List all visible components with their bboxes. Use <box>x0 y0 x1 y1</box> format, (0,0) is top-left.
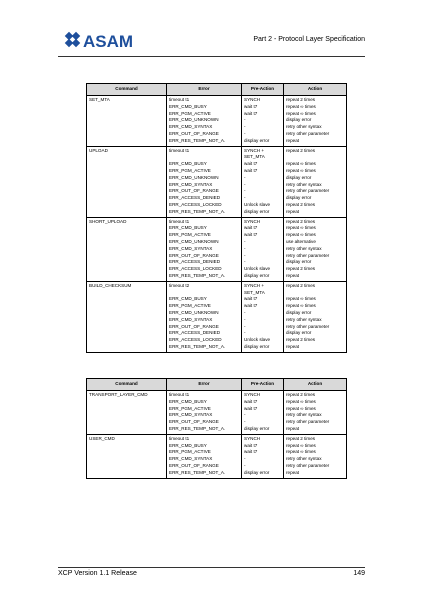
pre-action-line: wait t7 <box>244 398 258 404</box>
error-line: ERR_CMD_BUSY <box>169 442 207 448</box>
error-line: ERR_PGM_ACTIVE <box>169 110 211 116</box>
action-line: retry other parameter <box>286 462 330 468</box>
error-line: ERR_PGM_ACTIVE <box>169 167 211 173</box>
action-line: use alternative <box>286 238 316 244</box>
error-line: ERR_RES_TEMP_NOT_A. <box>169 469 226 475</box>
action-line: repeat 2 times <box>286 218 316 224</box>
pre-action-line: Unlock slave <box>244 266 271 272</box>
table-row <box>87 281 347 352</box>
action-line: retry other syntax <box>286 412 322 418</box>
action-line: retry other parameter <box>286 252 330 258</box>
pre-action-line: SET_MTA <box>244 154 265 160</box>
command-cell: UPLOAD <box>87 146 167 217</box>
action-line: repeat ∞ times <box>286 161 316 167</box>
footer-version: XCP Version 1.1 Release <box>58 570 137 577</box>
pre-action-line: wait t7 <box>244 225 258 231</box>
table-header-row <box>87 84 347 96</box>
action-line: repeat ∞ times <box>286 442 316 448</box>
pre-action-line: - <box>244 456 246 462</box>
pre-action-line: wait t7 <box>244 161 258 167</box>
command-cell: TRANSPORT_LAYER_CMD <box>87 391 167 435</box>
error-line: ERR_RES_TEMP_NOT_A. <box>169 425 226 431</box>
error-line: ERR_CMD_SYNTAX <box>169 456 213 462</box>
action-line: repeat ∞ times <box>286 225 316 231</box>
error-line: ERR_CMD_SYNTAX <box>169 124 213 130</box>
pre-action-line: - <box>244 462 246 468</box>
table-row <box>87 217 347 281</box>
action-line: display error <box>286 309 312 315</box>
action-line: retry other parameter <box>286 188 330 194</box>
column-header: Action <box>284 84 347 96</box>
pre-action-line: SYNCH <box>244 435 261 441</box>
error-line: ERR_PGM_ACTIVE <box>169 449 211 455</box>
error-line: timeout t1 <box>169 435 190 441</box>
pre-action-line: wait t7 <box>244 103 258 109</box>
pre-action-line: SYNCH + <box>244 282 265 288</box>
action-line: repeat 2 times <box>286 266 316 272</box>
error-cell <box>167 281 242 352</box>
error-line: timeout t2 <box>169 282 190 288</box>
table-row <box>87 434 347 478</box>
action-cell <box>284 96 347 147</box>
pre-action-line: wait t7 <box>244 232 258 238</box>
pre-action-cell <box>242 146 284 217</box>
error-cell <box>167 434 242 478</box>
action-line: repeat 2 times <box>286 201 316 207</box>
error-cell <box>167 96 242 147</box>
action-line: repeat 2 times <box>286 282 316 288</box>
pre-action-line: display error <box>244 469 270 475</box>
pre-action-line: - <box>244 181 246 187</box>
action-line: repeat 2 times <box>286 97 316 102</box>
pre-action-line: - <box>244 309 246 315</box>
action-line: repeat ∞ times <box>286 232 316 238</box>
error-line: ERR_CMD_BUSY <box>169 398 207 404</box>
action-line: repeat ∞ times <box>286 449 316 455</box>
error-line: ERR_CMD_SYNTAX <box>169 316 213 322</box>
pre-action-line: - <box>244 245 246 251</box>
action-line: repeat ∞ times <box>286 167 316 173</box>
page-number: 149 <box>353 570 365 577</box>
action-line: repeat ∞ times <box>286 398 316 404</box>
error-line: timeout t1 <box>169 392 190 397</box>
pre-action-line: - <box>244 195 246 201</box>
error-line: ERR_ACCESS_LOCKED <box>169 337 222 343</box>
pre-action-line: - <box>244 252 246 258</box>
action-cell <box>284 391 347 435</box>
action-cell <box>284 217 347 281</box>
pre-action-line: SET_MTA <box>244 289 265 295</box>
error-line: timeout t1 <box>169 97 190 102</box>
action-cell <box>284 434 347 478</box>
pre-action-line: wait t7 <box>244 449 258 455</box>
table-header-row <box>87 379 347 391</box>
table-row <box>87 146 347 217</box>
error-line: ERR_RES_TEMP_NOT_A. <box>169 272 226 278</box>
error-line: ERR_CMD_UNKNOWN <box>169 174 219 180</box>
pre-action-line: - <box>244 259 246 265</box>
svg-text:ASAM: ASAM <box>83 32 134 51</box>
command-cell: SET_MTA <box>87 96 167 147</box>
action-line: repeat <box>286 343 300 349</box>
column-header: Pre-Action <box>242 379 284 391</box>
error-line: ERR_OUT_OF_RANGE <box>169 419 219 425</box>
pre-action-line: - <box>244 419 246 425</box>
action-line: repeat <box>286 425 300 431</box>
pre-action-line: display error <box>244 425 270 431</box>
action-line: repeat <box>286 137 300 143</box>
pre-action-line: display error <box>244 343 270 349</box>
action-line: retry other parameter <box>286 130 330 136</box>
action-line: repeat <box>286 208 300 214</box>
action-line: repeat ∞ times <box>286 110 316 116</box>
pre-action-line: SYNCH <box>244 218 261 224</box>
pre-action-line: wait t7 <box>244 303 258 309</box>
action-cell <box>284 146 347 217</box>
action-line: retry other syntax <box>286 316 322 322</box>
table-row <box>87 96 347 147</box>
action-line: repeat ∞ times <box>286 103 316 109</box>
error-line <box>169 154 239 161</box>
pre-action-line: Unlock slave <box>244 201 271 207</box>
pre-action-line: - <box>244 117 246 123</box>
error-line: ERR_CMD_BUSY <box>169 103 207 109</box>
error-handling-table-2 <box>86 378 347 479</box>
error-line: ERR_OUT_OF_RANGE <box>169 130 219 136</box>
error-line: ERR_CMD_BUSY <box>169 225 207 231</box>
error-line: ERR_OUT_OF_RANGE <box>169 462 219 468</box>
pre-action-line: wait t7 <box>244 405 258 411</box>
action-line <box>286 290 344 297</box>
error-line: ERR_RES_TEMP_NOT_A. <box>169 137 226 143</box>
action-line: display error <box>286 117 312 123</box>
action-line: repeat ∞ times <box>286 303 316 309</box>
pre-action-line: - <box>244 174 246 180</box>
error-line: ERR_ACCESS_LOCKED <box>169 201 222 207</box>
command-cell: SHORT_UPLOAD <box>87 217 167 281</box>
column-header: Action <box>284 379 347 391</box>
pre-action-line: - <box>244 323 246 329</box>
error-line: ERR_PGM_ACTIVE <box>169 303 211 309</box>
error-cell <box>167 217 242 281</box>
error-line: ERR_ACCESS_DENIED <box>169 259 221 265</box>
error-line: ERR_RES_TEMP_NOT_A. <box>169 343 226 349</box>
action-line: display error <box>286 259 312 265</box>
action-line: repeat <box>286 469 300 475</box>
error-line: ERR_ACCESS_DENIED <box>169 195 221 201</box>
error-line: timeout t1 <box>169 218 190 224</box>
pre-action-line: display error <box>244 208 270 214</box>
pre-action-line: SYNCH <box>244 97 261 102</box>
pre-action-line: wait t7 <box>244 110 258 116</box>
action-line: repeat 2 times <box>286 435 316 441</box>
command-cell: USER_CMD <box>87 434 167 478</box>
column-header: Command <box>87 84 167 96</box>
pre-action-cell <box>242 96 284 147</box>
pre-action-line: wait t7 <box>244 167 258 173</box>
error-line: ERR_CMD_UNKNOWN <box>169 117 219 123</box>
pre-action-line: Unlock slave <box>244 337 271 343</box>
pre-action-line: - <box>244 316 246 322</box>
error-line: ERR_CMD_BUSY <box>169 161 207 167</box>
pre-action-line: - <box>244 412 246 418</box>
error-handling-table-1 <box>86 83 347 353</box>
action-line: retry other syntax <box>286 124 322 130</box>
table-row <box>87 391 347 435</box>
action-line <box>286 154 344 161</box>
error-line: ERR_ACCESS_LOCKED <box>169 266 222 272</box>
document-title: Part 2 - Protocol Layer Specification <box>253 36 365 43</box>
column-header: Pre-Action <box>242 84 284 96</box>
action-line: repeat 2 times <box>286 392 316 397</box>
error-line: ERR_CMD_SYNTAX <box>169 412 213 418</box>
pre-action-line: display error <box>244 272 270 278</box>
pre-action-line: display error <box>244 137 270 143</box>
error-line: ERR_RES_TEMP_NOT_A. <box>169 208 226 214</box>
error-line: ERR_CMD_UNKNOWN <box>169 309 219 315</box>
action-line: retry other parameter <box>286 419 330 425</box>
header-divider <box>58 56 365 57</box>
pre-action-cell <box>242 434 284 478</box>
error-line: ERR_PGM_ACTIVE <box>169 232 211 238</box>
action-line: repeat ∞ times <box>286 405 316 411</box>
action-line: display error <box>286 174 312 180</box>
error-line: ERR_CMD_BUSY <box>169 296 207 302</box>
pre-action-line: - <box>244 130 246 136</box>
action-line: retry other parameter <box>286 323 330 329</box>
error-line: ERR_CMD_UNKNOWN <box>169 238 219 244</box>
error-line: ERR_OUT_OF_RANGE <box>169 188 219 194</box>
pre-action-line: SYNCH <box>244 392 261 397</box>
action-line: retry other syntax <box>286 181 322 187</box>
pre-action-line: - <box>244 330 246 336</box>
action-line: display error <box>286 195 312 201</box>
error-line: timeout t1 <box>169 147 190 153</box>
pre-action-line: SYNCH + <box>244 147 265 153</box>
action-line: retry other syntax <box>286 456 322 462</box>
action-cell <box>284 281 347 352</box>
command-cell: BUILD_CHECKSUM <box>87 281 167 352</box>
pre-action-cell <box>242 217 284 281</box>
column-header: Error <box>167 379 242 391</box>
action-line: repeat ∞ times <box>286 296 316 302</box>
pre-action-line: wait t7 <box>244 442 258 448</box>
column-header: Command <box>87 379 167 391</box>
action-line: repeat <box>286 272 300 278</box>
pre-action-line: - <box>244 238 246 244</box>
pre-action-line: - <box>244 124 246 130</box>
asam-logo <box>64 27 144 53</box>
action-line: display error <box>286 330 312 336</box>
pre-action-cell <box>242 281 284 352</box>
error-line: ERR_CMD_SYNTAX <box>169 245 213 251</box>
pre-action-line: wait t7 <box>244 296 258 302</box>
error-line: ERR_ACCESS_DENIED <box>169 330 221 336</box>
error-line: ERR_CMD_SYNTAX <box>169 181 213 187</box>
action-line: repeat 2 times <box>286 147 316 153</box>
column-header: Error <box>167 84 242 96</box>
footer-divider <box>58 567 365 568</box>
pre-action-line: - <box>244 188 246 194</box>
pre-action-cell <box>242 391 284 435</box>
error-cell <box>167 391 242 435</box>
action-line: retry other syntax <box>286 245 322 251</box>
action-line: repeat 2 times <box>286 337 316 343</box>
error-line: ERR_OUT_OF_RANGE <box>169 323 219 329</box>
error-line <box>169 290 239 297</box>
error-line: ERR_PGM_ACTIVE <box>169 405 211 411</box>
error-line: ERR_OUT_OF_RANGE <box>169 252 219 258</box>
error-cell <box>167 146 242 217</box>
